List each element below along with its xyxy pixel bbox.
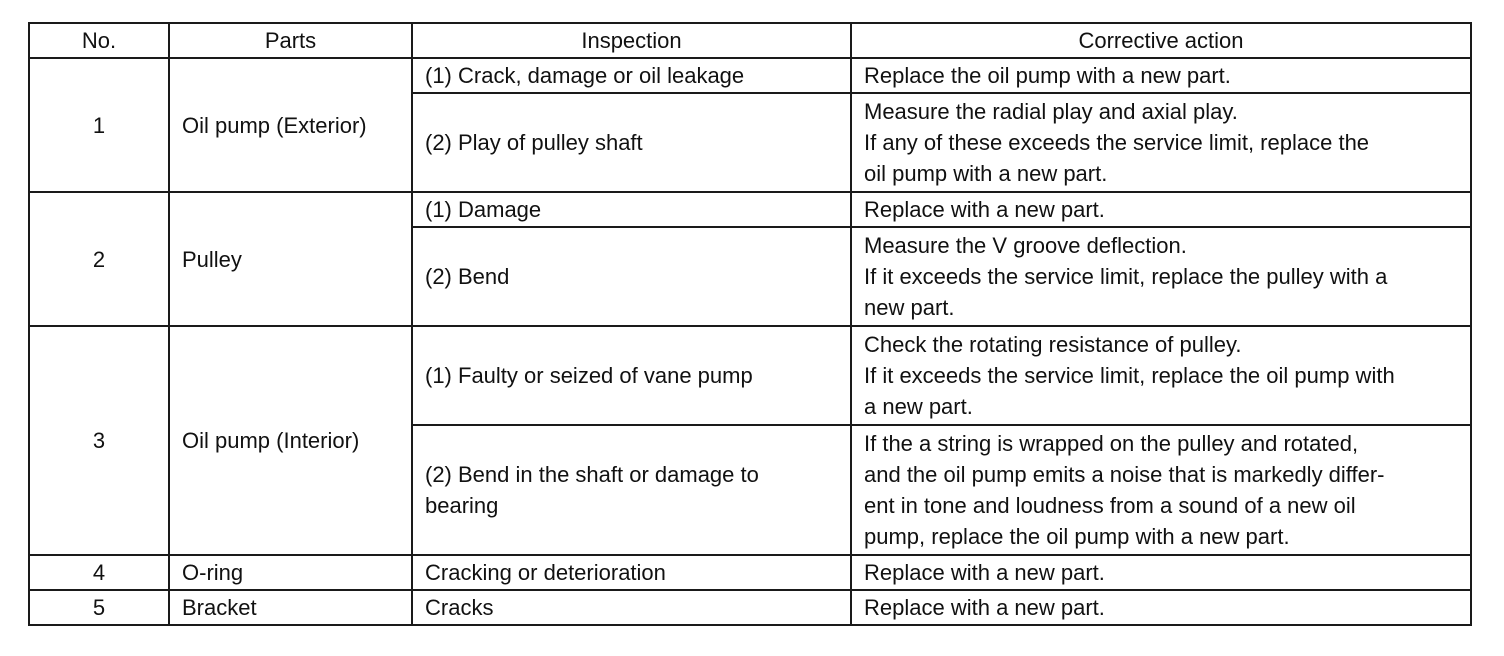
inspection-cell: [412, 227, 851, 326]
table-row: [29, 555, 1471, 590]
action-cell: [851, 227, 1471, 326]
action-line: Replace with a new part.: [864, 197, 1105, 222]
action-cell: [851, 425, 1471, 555]
inspection-line: Cracks: [425, 595, 494, 620]
part-name: O-ring: [169, 555, 412, 590]
action-line: Replace the oil pump with a new part.: [864, 63, 1231, 88]
inspection-line: (2) Bend in the shaft or damage to: [425, 462, 759, 487]
header-no: No.: [29, 23, 169, 58]
inspection-line: (1) Faulty or seized of vane pump: [425, 363, 753, 388]
action-line: If it exceeds the service limit, replace the oil pump with: [864, 363, 1395, 388]
action-line: a new part.: [864, 394, 973, 419]
action-line: If the a string is wrapped on the pulley and rotated,: [864, 431, 1359, 456]
action-line: Replace with a new part.: [864, 560, 1105, 585]
header-parts: Parts: [169, 23, 412, 58]
row-number: 2: [29, 192, 169, 326]
action-line: ent in tone and loudness from a sound of a new oil: [864, 493, 1356, 518]
part-name: Oil pump (Interior): [169, 326, 412, 555]
row-number: 5: [29, 590, 169, 625]
header-corrective-action: Corrective action: [851, 23, 1471, 58]
action-cell: [851, 93, 1471, 192]
action-line: Measure the V groove deflection.: [864, 233, 1187, 258]
inspection-line: (2) Play of pulley shaft: [425, 130, 643, 155]
inspection-table: [28, 22, 1472, 626]
inspection-line: (1) Crack, damage or oil leakage: [425, 63, 745, 88]
inspection-line: (1) Damage: [425, 197, 542, 222]
action-line: Check the rotating resistance of pulley.: [864, 332, 1242, 357]
action-cell: [851, 192, 1471, 227]
row-number: 4: [29, 555, 169, 590]
action-line: Measure the radial play and axial play.: [864, 99, 1238, 124]
table-header: [29, 23, 1471, 58]
inspection-cell: [412, 93, 851, 192]
action-cell: [851, 590, 1471, 625]
action-cell: [851, 58, 1471, 93]
table-row: [29, 326, 1471, 425]
row-number: 1: [29, 58, 169, 192]
table-row: [29, 58, 1471, 93]
inspection-cell: [412, 326, 851, 425]
header-row: [29, 23, 1471, 58]
inspection-cell: [412, 555, 851, 590]
inspection-line: bearing: [425, 493, 499, 518]
table-row: [29, 590, 1471, 625]
action-line: If it exceeds the service limit, replace the pulley with a: [864, 264, 1388, 289]
header-inspection: Inspection: [412, 23, 851, 58]
action-line: pump, replace the oil pump with a new part.: [864, 524, 1290, 549]
inspection-cell: [412, 425, 851, 555]
inspection-cell: [412, 590, 851, 625]
action-line: oil pump with a new part.: [864, 161, 1108, 186]
inspection-cell: [412, 192, 851, 227]
inspection-line: (2) Bend: [425, 264, 510, 289]
action-line: If any of these exceeds the service limit, replace the: [864, 130, 1370, 155]
part-name: Bracket: [169, 590, 412, 625]
inspection-line: Cracking or deterioration: [425, 560, 666, 585]
action-cell: [851, 555, 1471, 590]
inspection-cell: [412, 58, 851, 93]
part-name: Pulley: [169, 192, 412, 326]
action-line: and the oil pump emits a noise that is markedly differ-: [864, 462, 1385, 487]
row-number: 3: [29, 326, 169, 555]
action-cell: [851, 326, 1471, 425]
part-name: Oil pump (Exterior): [169, 58, 412, 192]
table-row: [29, 192, 1471, 227]
action-line: new part.: [864, 295, 955, 320]
table-body: [29, 58, 1471, 625]
action-line: Replace with a new part.: [864, 595, 1105, 620]
